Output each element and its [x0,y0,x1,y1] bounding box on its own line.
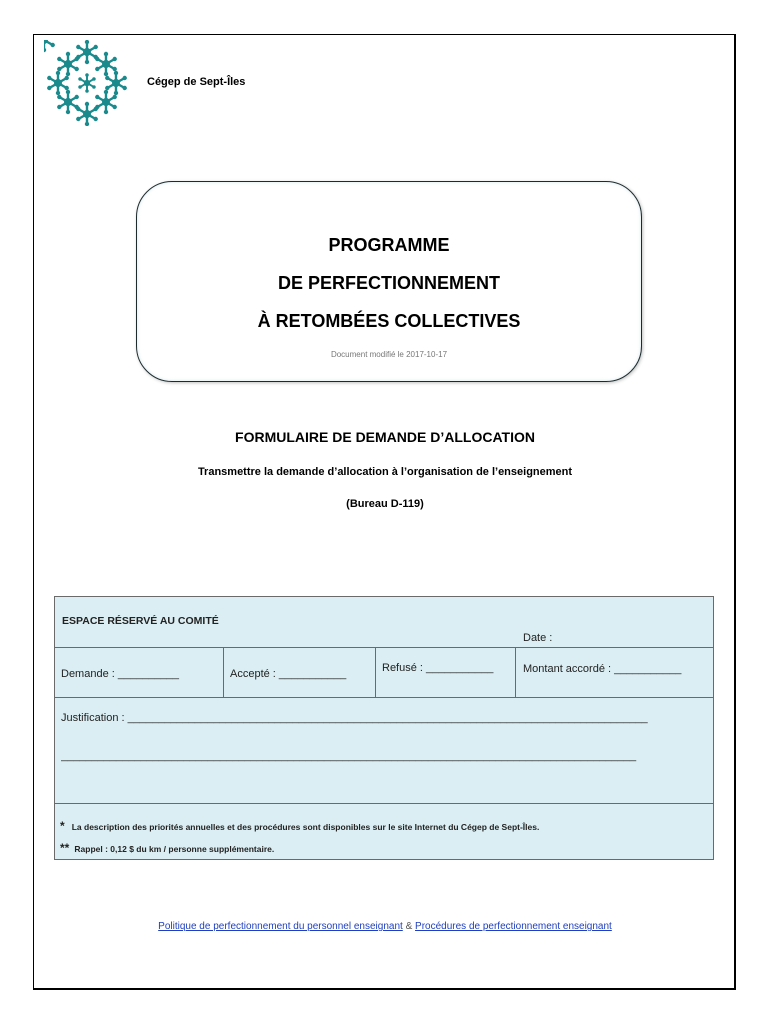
link-separator: & [402,921,416,932]
divider [375,647,376,697]
politique-link[interactable]: Politique de perfectionnement du personnel enseignant [158,921,403,932]
note-1-marker: * [60,819,65,833]
note-1-text: La description des priorités annuelles et des procédures sont disponibles sur le site Internet du Cégep de Sept-Îles. [71,822,540,832]
montant-accorde-field[interactable]: Montant accordé : ___________ [523,663,682,675]
note-2-text: Rappel : 0,12 $ du km / personne supplémentaire. [74,844,275,854]
demande-field[interactable]: Demande : __________ [61,668,180,680]
justification-line-2[interactable]: ______________________________________________________________________________________________ [61,750,637,762]
form-instructions: Transmettre la demande d’allocation à l’organisation de l’enseignement [197,466,573,478]
program-title-line-2: DE PERFECTIONNEMENT [277,273,500,293]
form-bureau: (Bureau D-119) [346,498,424,510]
procedures-link[interactable]: Procédures de perfectionnement enseignant [415,921,612,932]
note-2-marker: ** [60,841,70,855]
note-2 [60,841,274,855]
divider [223,647,224,697]
justification-field[interactable]: Justification : _____________________________________________________________________________________ [61,712,648,724]
document-modified-date: Document modifié le 2017-10-17 [330,350,448,359]
title-box [136,181,642,382]
divider [55,803,713,804]
program-title-line-1: PROGRAMME [328,235,450,255]
committee-heading: ESPACE RÉSERVÉ AU COMITÉ [62,615,219,627]
footer-links [0,921,770,932]
divider [515,647,516,697]
refuse-field[interactable]: Refusé : ___________ [382,662,494,674]
snowflake-cluster-logo-icon [44,40,130,126]
date-label[interactable]: Date : [523,632,553,644]
program-title-line-3: À RETOMBÉES COLLECTIVES [257,311,521,331]
divider [55,697,713,698]
form-title: FORMULAIRE DE DEMANDE D’ALLOCATION [235,429,535,445]
committee-section [54,596,714,860]
divider [55,647,713,648]
note-1 [60,819,539,833]
accepte-field[interactable]: Accepté : ___________ [230,668,347,680]
organization-name: Cégep de Sept-Îles [147,76,246,88]
